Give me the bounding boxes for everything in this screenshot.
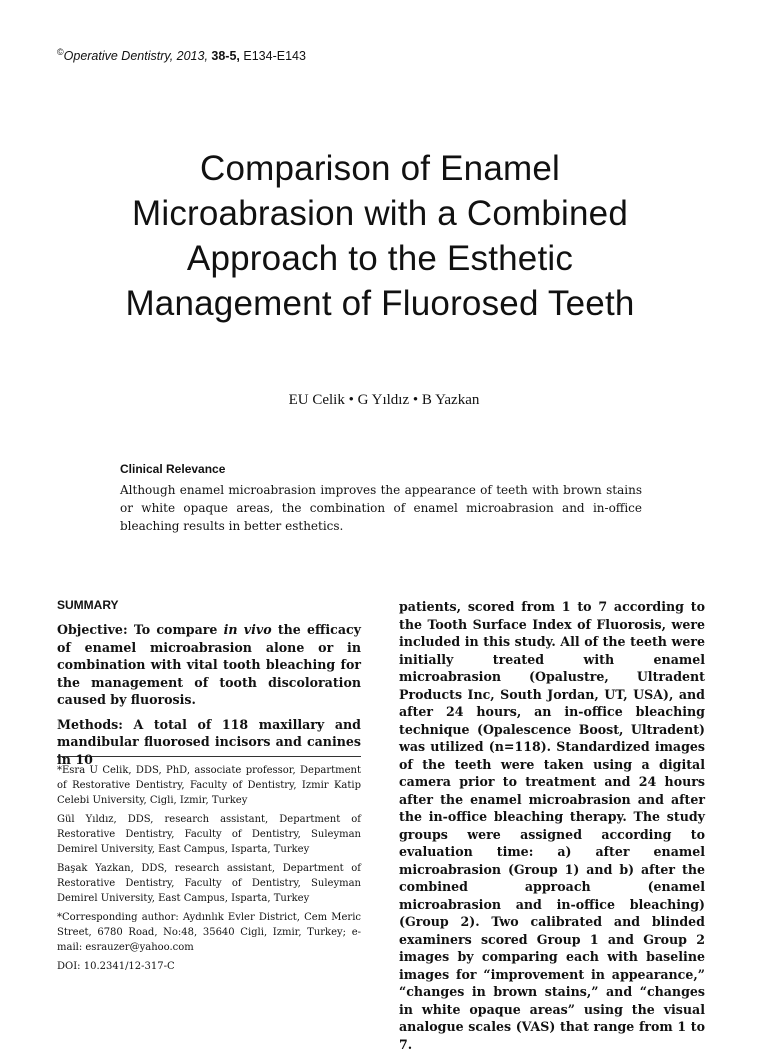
journal-name: Operative Dentistry, 2013,: [63, 49, 208, 64]
objective-text-end: the efficacy of enamel microabrasion alone or in combination with vital tooth bleaching for the management of tooth discoloration caused by fluorosis.: [57, 622, 361, 707]
journal-volume: 38-5,: [211, 49, 240, 64]
abstract-methods-start: Methods: A total of 118 maxillary and mandibular fluorosed incisors and canines in 10: [57, 716, 361, 767]
footnote-doi: DOI: 10.2341/12-317-C: [57, 960, 175, 972]
objective-text-start: Objective: To compare: [57, 622, 224, 637]
article-title: Comparison of Enamel Microabrasion with a Combined Approach to the Esthetic Management of Fluorosed Teeth: [125, 149, 635, 323]
copyright-symbol: ©: [57, 47, 64, 57]
journal-pages: E134-E143: [243, 49, 306, 64]
author-list: EU Celik • G Yıldız • B Yazkan: [288, 392, 480, 408]
left-column: [57, 598, 361, 978]
footnote-corresponding-author: *Corresponding author: Aydınlık Evler District, Cem Meric Street, 6780 Road, No:48, 35640 Cigli, Izmir, Turkey; e-mail: esrauzer@yahoo.com: [57, 911, 361, 953]
clinical-relevance-heading: Clinical Relevance: [120, 462, 226, 476]
abstract-methods-continued: patients, scored from 1 to 7 according to the Tooth Surface Index of Fluorosis, were included in this study. All of the teeth were initially treated with enamel microabrasion (Opalustre, Ultradent Products Inc, South Jordan, UT, USA), and after 24 hours, an in-office bleaching technique (Opalescence Boost, Ultradent) was utilized (n=118). Standardized images of the teeth were taken using a digital camera prior to treatment and 24 hours after the enamel microabrasion and after the in-office bleaching therapy. The study groups were assigned according to evaluation time: a) after enamel microabrasion (Group 1) and b) after the combined approach (enamel microabrasion and in-office bleaching) (Group 2). Two calibrated and blinded examiners scored Group 1 and Group 2 images by comparing each with baseline images for “improvement in appearance,” “changes in brown stains,” and “changes in white opaque areas” using the visual analogue scales (VAS) that range from 1 to 7.: [399, 599, 705, 1052]
footnote-divider: [57, 756, 361, 757]
clinical-relevance-text: Although enamel microabrasion improves the appearance of teeth with brown stains or white opaque areas, the combination of enamel microabrasion and in-office bleaching results in better esthetics.: [120, 483, 642, 533]
footnote-author-1: *Esra U Celik, DDS, PhD, associate professor, Department of Restorative Dentistry, Faculty of Dentistry, Izmir Katip Celebi University, Cigli, Izmir, Turkey: [57, 764, 361, 806]
footnote-author-3: Başak Yazkan, DDS, research assistant, Department of Restorative Dentistry, Faculty of Dentistry, Suleyman Demirel University, East Campus, Isparta, Turkey: [57, 862, 361, 904]
abstract-objective: [57, 621, 361, 709]
journal-citation: [57, 47, 306, 63]
objective-emphasis: in vivo: [223, 622, 272, 637]
footnote-author-2: Gül Yıldız, DDS, research assistant, Department of Restorative Dentistry, Faculty of Dentistry, Suleyman Demirel University, East Campus, Isparta, Turkey: [57, 813, 361, 855]
summary-heading: SUMMARY: [57, 598, 119, 612]
